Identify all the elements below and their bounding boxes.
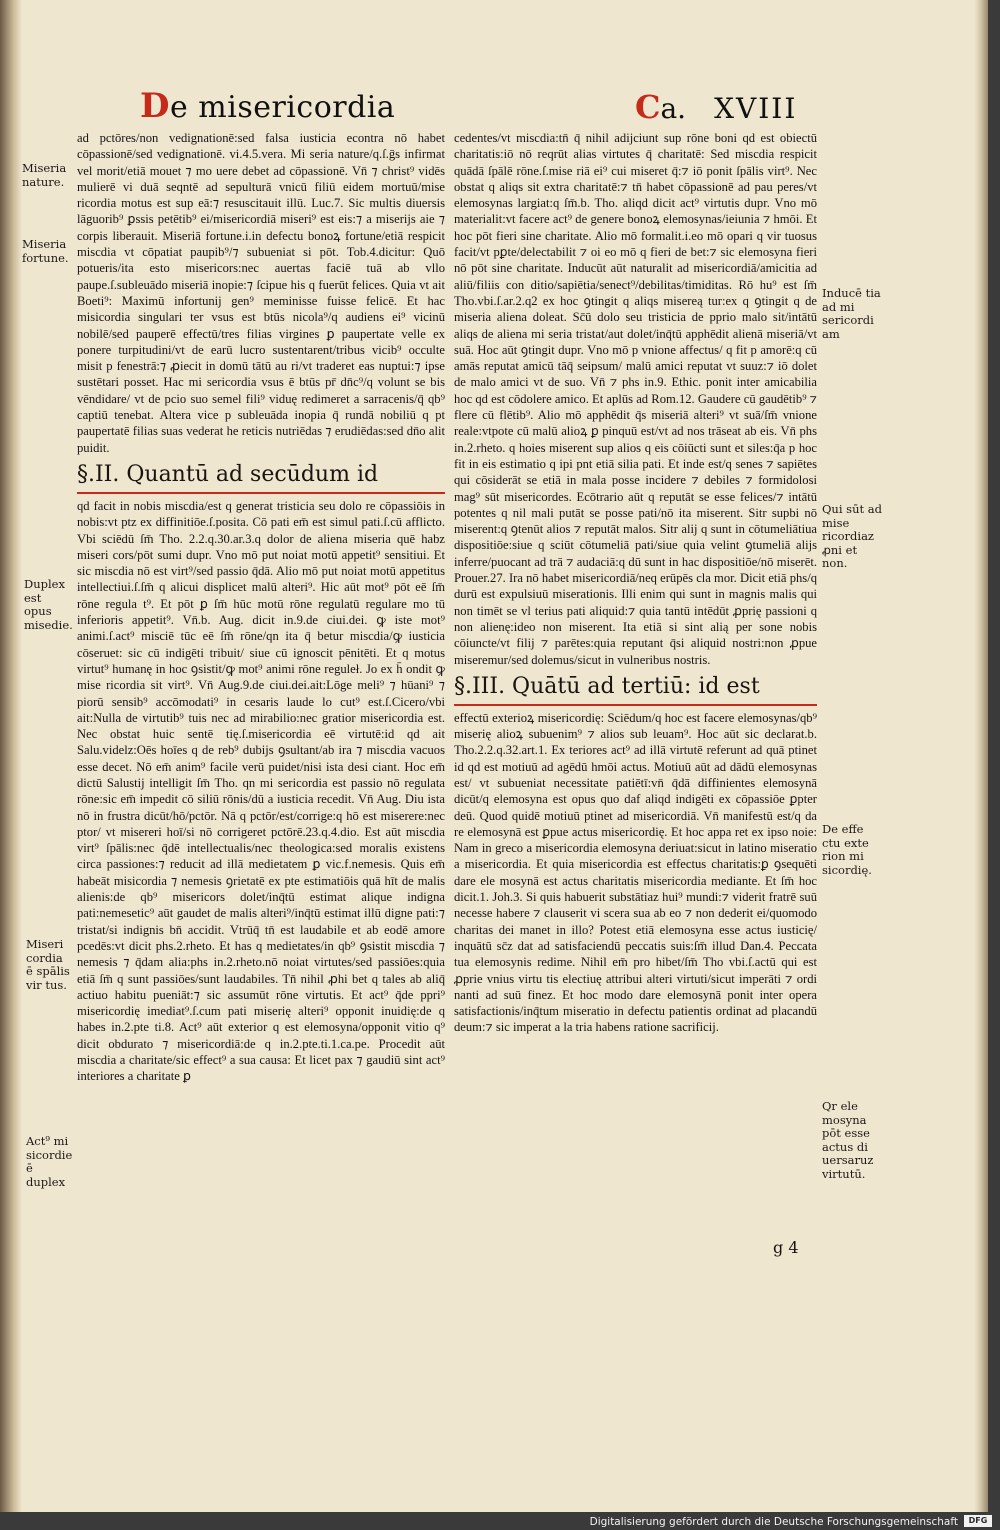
margin-note: De effe ctu exte rion mi sicordię. xyxy=(822,822,872,877)
left-paragraph-1: ad pctōres/non vedignationē:sed falsa iusticia econtra nō habet cōpassionē/sed vedignationē. vi.4.5.vera. Mi seria nature/q.ſ.ḡs infirmat vel morit/etiā mouet ⁊ mo uere debet ad cōpassionē. Vn̄ ⁊ christ⁹ vidēs mulierē vi duā seqntē ad sepulturā vnicū filiū eidem mortuū/mise ricordia motus est sup eā:⁊ resuscitauit illū. Luc.7. Sic multis diuersis lāguorib⁹ ꝑssis petētib⁹ ei/misericordiā miseri⁹ est eis:⁊ a miserijs aie ⁊ corpis liberauit. Miseriā fortune.i.in defectu bonoꝝ fortune/etiā respicit miscdia vt cōpatiat paupib⁹/⁊ subueniat si pōt. Tob.4.dicitur: Quō potueris/ita esto misericors:nec auertas faciē tuā ab vllo paupe.ſ.subleuādo miseriā inopie:⁊ ſcipue his q fuerūt felices. Quia vt ait Boeti⁹: Maximū infortunij gen⁹ meminisse fuisse felicē. Et hac misicordia singulari ter vsus est btūs nicola⁹/q audiens ei⁹ vicinū nobilē/sed pauperē effectū/tres filias virgines ꝑ paupertate velle ex ponere turpitudini/vt de earū lucro sustentarent/tribus vicib⁹ occulte misit p fenestrā:⁊ ꝓiecit in domū tātū au ri/vt traderet eas nuptui:⁊ ipse sustētari posset. Hac mi sericordia vsus ē btūs pr̄ dn̄c⁹/q volunt se bis vēndidare/ vt de pcio suo semel fili⁹ viduę redimeret a sarracenis/q̄ qb⁹ captiū tenebat. Altera vice p subleuāda inopia q̄ rundā nobiliū q pt paupertatē filias suas vederat he reticis nutriēdas ⁊ erudiēdas:sed dn̄o alit puidit. xyxy=(77,131,445,455)
signature-mark: g 4 xyxy=(773,1238,799,1257)
right-paragraph-2: effectū exterioꝝ misericordię: Sciēdum/q hoc est facere elemosynas/qb⁹ miserię alioꝝ subuenim⁹ ⁊ alios sub leuam⁹. Hoc aūt sic declarat.b. Tho.2.2.q.32.art.1. Ex teriores act⁹ ad illā virtutē referunt ad quā ptinet id qd est motiuū ad agēdū hmōi actus. Motiuū aūt ad dādū elemosynas est/ vt subueniat necessitate patiētī:vn̄ q̄dā diffinientes elemosynā dicūt/q elemosyna est opus quo daf aliqd indigēti ex cōpassiōe ꝑpter deū. Quod quidē motiuū ptinet ad misericordiā. Vn̄ manifestū est/q da re elemosynā est ꝑpue actus misericordię. Et hoc appa ret ex ipso noie: Nam in greco a misericordia elemosyna deriuat:sicut in latino miseratio a misericordia. Et quia misericordia est effectus charitatis:ꝑ ꝯsequēti dare ele mosynā est actus charitatis misericordia mediante. Et ſm̄ hoc dicit.1. Joh.3. Si quis habuerit substātiaz hui⁹ mundi:⁊ viderit fratrē suū necesse habere ⁊ clauserit vi scera sua ab eo ⁊ non dederit ei/quomodo charitas dei manet in illo? Potest etiā elemosyna esse actus iusticię/ inquātū sc̄z dat ad satisfaciendū peccatis suis:ſm̄ illud Dan.4. Peccata tua elemosynis redime. Nihil em̄ pro hibet/ſm̄ Tho vbi.ſ.actū qui est ꝓprie vnius virtu tis electiuę attribui alteri virtuti/sicut imperāti ⁊ ordi nanti ad suū finez. Et hoc modo dare elemosynā ponit inter opera satisfactionis/inq̄tum miseratio in defectu patientis ordinat ad placandū deum:⁊ sic imperat a la tria habens ratione sacrificij. xyxy=(454,710,817,1035)
running-title-initial: D xyxy=(140,86,170,126)
margin-note: Act⁹ mi sicordie ē duplex xyxy=(26,1134,73,1189)
red-underline xyxy=(454,704,817,706)
chapter-roman-numeral: XVIII xyxy=(714,92,798,125)
chapter-initial: C xyxy=(635,88,661,126)
margin-note: Qui sūt ad mise ricordiaz ꝓni et non. xyxy=(822,502,882,570)
chapter-label: a. xyxy=(660,92,687,125)
right-paragraph-1: cedentes/vt miscdia:tn̄ q̄ nihil adijciunt sup rōne boni qd est obiectū charitatis:iō nō reqrūt alias virtutes q̄ charitatē: Sed miscdia respicit quādā ſpālē rōne.ſ.mise riā ei⁹ cui miseret q̄:⁊ iō ponit ſpālis virt⁹. Nec obstat q aliqs sit extra charitatē:⁊ tn̄ habet cōpassionē ad pau peres/vt elemosynas largiat:q ſm̄.b. Tho. aliqd dicit act⁹ virtutis dupr. Vno mō materialit:vt facere act⁹ de genere bonoꝝ elemosynas/ieiunia ⁊ hmōi. Et hoc pōt fieri sine charitate. Alio mō formalit.i.eo mō opari q vir tuosus facit/vt pꝑte/delectabilit ⁊ oi eo mō q fieri de bet:⁊ sic elemosyna fieri nō pōt sine charitate. Inducūt aūt naturalit ad misericordiā/amicitia ad aliū/filiis con ditio/sapiētia/senect⁹/debilitas/timiditas. Rō hu⁹ est ſm̄ Tho.vbi.ſ.ar.2.q2 ex hoc ꝯtingit q aliqs misereą tur:ex q ꝯtingit q de miseria aliena doleat. Sc̄ū dolo seu tristicia de pprio malo sit/intātū aliqs de aliena mi seria tristat/aut dolet/inq̄tū apphēdit alienā miseriā/vt suā. Hoc aūt ꝯtingit dupr. Vno mō p vnione affectus/ q fit p amorē:q cū amās reputat amicū tāq̄ seipsum/ malū amici reputat vt suuz:⁊ iō dolet de malo amici vt de suo. Vn̄ ⁊ phs in.9. Ethic. ponit inter amicabilia hoc qd est cōdolere amico. Et aplūs ad Rom.12. Gaudere cū gaudētib⁹ ⁊ flere cū flētib⁹. Alio mō apphēdit q̄s miseriā alteri⁹ vt suā/ſm̄ vnione reale:vtpote cū malū alioꝝ ꝑ pinquū est/vt ad nos trāseat ab eis. Vn̄ phs in.2.rheto. q hoies miserent sup alios q eis cōiūcti sunt et siles:q̄a p hoc fit in eis estimatio q ipi pnt etiā silia pati. Et inde est/q senes ⁊ sapiētes qui cōsiderāt se etiā in mala posse incidere ⁊ debiles ⁊ formidolosi mag⁹ sūt misericordes. Ecōtrario aūt q reputāt se esse felices/⁊ intātū potentes q nil mali putāt se posse pati/nō ita miserent. Sitr supbi nō miserent:q ꝯtenūt alios ⁊ reputāt malos. Sitr alij q sunt in cōtumeliātiua dispositiōe:siue q sciūt cōtumeliā pati/siue quia velint ꝯtumeliā alijs inferre/puocant ad trā ⁊ audaciā:q dū sunt in hac dispositiōe/nō miserēt. Prouer.27. Ira nō habet misericordiā/neq erūpēs cla mor. Dicit etiā phs/q durū est expulsiuū miserationis. Illi enim qui sunt in magnis malis qui non timēt se vl terius pati aliquid:⁊ quia tantū intēdūt ꝓprię passioni q non alienę:ideo non miserent. Ita etiā si sint alią per sone nobis cōiuncte/vt filij ⁊ parētes:quia reputant q̄si aliquid nostri:non ꝓpue miseremur/sed dolemus/sicut in vulneribus nostris. xyxy=(454,131,817,667)
margin-note: Miseria fortune. xyxy=(22,237,69,265)
footer-credit: Digitalisierung gefördert durch die Deutsche Forschungsgemeinschaft xyxy=(589,1516,958,1528)
left-text-column xyxy=(77,130,445,1085)
margin-note: Duplex est opus misedie. xyxy=(24,577,73,632)
running-title-text: e misericordia xyxy=(169,90,396,125)
section-heading-2 xyxy=(77,460,445,490)
right-text-column xyxy=(454,130,817,1036)
margin-note: Miseria nature. xyxy=(22,161,67,189)
margin-note: Qr ele mosyna pōt esse actus di uersaruz virtutū. xyxy=(822,1099,874,1181)
margin-note: Miseri cordia ē spālis vir tus. xyxy=(26,937,70,992)
page-edge xyxy=(974,0,988,1512)
running-title xyxy=(140,86,395,126)
dfg-logo: DFG xyxy=(964,1515,992,1527)
margin-note: Inducē tia ad mi sericordi am xyxy=(822,286,881,341)
section-heading-3 xyxy=(454,672,817,702)
red-underline xyxy=(77,492,445,494)
binding-gutter xyxy=(0,0,22,1512)
chapter-number xyxy=(635,88,797,126)
left-paragraph-2: qd facit in nobis miscdia/est q generat tristicia seu dolo re cōpassiōis in nobis:vt ptz ex diffinitiōe.ſ.posita. Cō pati em̄ est simul pati.ſ.cū afflicto. Vbi sciēdū ſm̄ Tho. 2.2.q.30.ar.3.q dolor de aliena miseria quē habz miseri cors/pōt sumi dupr. Vno mō put noiat motū appetit⁹ sensitiui. Et sic miscdia nō est virt⁹/sed passio q̄dā. Alio mō put noiat motū appetitus intellectiui.ſ.ſm̄ q alicui displicet malū alteri⁹. Hic aūt mot⁹ pōt eē ſm̄ rōne regula t⁹. Et pōt ꝑ ſm̄ hūc motū rōne regulatū regulare mo tū inferioris appetit⁹. Vn̄.b. Aug. dicit in.9.de ciui.dei. ꝙ iste mot⁹ animi.ſ.act⁹ misciē tūc eē ſm̄ rōne/qn ita q̄ betur miscdia/ꝙ iusticia cōseruet: sic cū indigēti tribuit/ siue cū ignoscit pēnitēti. Et q motus virtut⁹ humanę in hoc ꝯsistit/ꝙ mot⁹ animi rōne reguleł. Jo ex h̄ ondit ꝙ mise ricordia sit virt⁹. Vn̄ Aug.9.de ciui.dei.ait:Lōge meli⁹ ⁊ hūani⁹ ⁊ piorū sensib⁹ accōmodati⁹ in cesaris laude lo cut⁹ est.ſ.Cicero/vbi ait:Nulla de virtutib⁹ tuis nec ad mirabilio:nec gratior misericordia est. Nec obstat huic sentē tię.ſ.misericordia eē virtutē:id qd ait Salu.videlz:Oēs hoīes q de reb⁹ dubijs ꝯsultant/ab ira ⁊ miscdia vacuos esse decet. Nō em̄ anim⁹ facile verū puidet/nisi ista desi ciant. Hoc em̄ dictū Salustij intelligit ſm̄ Tho. qn mi sericordia est passio nō regulata rōne:sic em̄ impedit cō siliū rōnis/dū a iusticia recedit. Vn̄ Aug. Diu ista nō in frustra dicūt/hō/pctōr. Nā q pctōr/est/corrige:q hō est miserere:nec ptor/ vt misereri hoī/si nō corrigeret pctōrē.23.q.4.dio. Est aūt miscdia virt⁹ ſpālis:nec q̄dē intellectualis/nec theologica:sed moralis existens circa passiones:⁊ reducit ad illā medietatem ꝑ vic.f.nemesis. Quis em̄ habeāt misicordia ⁊ nemesis ꝯrietatē ex pte estimatiōis quā hīt de malis alienis:de qb⁹ misericors dolet/inq̄tū estimat alique indigna pati:nemesetic⁹ aūt gaudet de malis alteri⁹/inq̄tū estimat illū digne pati:⁊ tristat/si indignis bn̄ accidit. Vtrūq̄ tn̄ est laudabile et ab eodē amore pcedēs:vt dicit phs.2.rheto. Et has q medietates/in qb⁹ ꝯsistit miscdia ⁊ nemesis ⁊ q̄dam alia:phs in.2.rheto.nō noiat virtutes/sed passiōes:quia etiā ſm̄ q sunt passiōes/sunt laudabiles. Tn̄ nihil ꝓhi bet q tales ab aliq̄ actiuo habitu pueniāt:⁊ sic assumūt rōne virtutis. Et act⁹ q̄de ppri⁹ misericordię imediat⁹.ſ.cum pati miserię alteri⁹ opponit inuidię:de q habes in.2.pte ti.8. Act⁹ aūt exterior q est elemosyna/opponit vitio q⁹ dicit obdurato ⁊ misericordiā:de q in.2.pte.ti.1.ca.pe. Procedit aūt miscdia a charitate/sic effect⁹ a sua causa: Et licet pax ⁊ gaudiū sint act⁹ interiores a charitate ꝑ xyxy=(77,498,445,1084)
section-heading-3-text: §.III. Quātū ad tertiū: id est xyxy=(454,673,760,699)
section-heading-2-text: §.II. Quantū ad secūdum id xyxy=(77,461,379,487)
